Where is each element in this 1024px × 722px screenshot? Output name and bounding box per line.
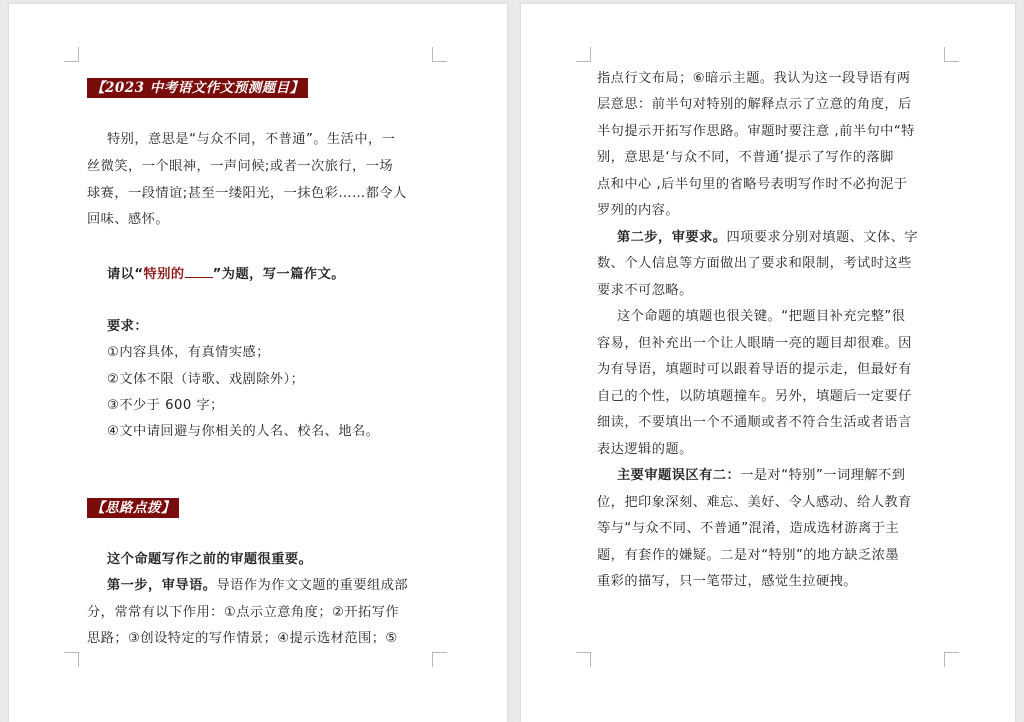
requirement-item: ②文体不限（诗歌、戏剧除外）； [107, 372, 305, 387]
intro-line: 丝微笑，一个眼神，一声问候;或者一次旅行，一场 [87, 159, 394, 174]
page-corner-mark [64, 47, 79, 62]
page-corner-mark [432, 652, 447, 667]
body-line: 别，意思是‘与众不同，不普通’提示了写作的落脚 [597, 150, 894, 165]
intro-line: 球赛，一段情谊;甚至一缕阳光，一抹色彩……都令人 [87, 186, 407, 201]
errors-line: 重彩的描写，只一笔带过，感觉生拉硬拽。 [597, 574, 858, 589]
requirement-item: ④文中请回避与你相关的人名、校名、地名。 [107, 424, 380, 439]
document-page-right [521, 4, 1015, 722]
body-line: 点和中心 ,后半句里的省略号表明写作时不必拘泥于 [597, 177, 908, 192]
exam-title-banner: 【2023 中考语文作文预测题目】 [87, 78, 308, 98]
page-corner-mark [944, 652, 959, 667]
errors-label: 主要审题误区有二： [617, 468, 741, 483]
body-line: 这个命题的填题也很关键。“把题目补充完整”很 [617, 309, 906, 324]
step1-line: 分，常常有以下作用：①点示立意角度；②开拓写作 [87, 605, 400, 620]
page-corner-mark [576, 47, 591, 62]
body-line: 细读，不要填出一个不通顺或者不符合生活或者语言 [597, 415, 912, 430]
essay-prompt: 请以“特别的 ”为题，写一篇作文。 [107, 267, 345, 282]
tips-banner: 【思路点拨】 [87, 498, 179, 518]
body-line: 表达逻辑的题。 [597, 442, 693, 457]
step1-line: 第一步，审导语。导语作为作文文题的重要组成部 [107, 578, 409, 593]
step1-label: 第一步，审导语。 [107, 578, 217, 593]
requirement-item: ③不少于 600 字； [107, 398, 224, 413]
errors-line: 主要审题误区有二：一是对“特别”一词理解不到 [617, 468, 906, 483]
tips-heading: 这个命题写作之前的审题很重要。 [107, 552, 313, 567]
step2-line: 要求不可忽略。 [597, 283, 693, 298]
step2-line: 数、个人信息等方面做出了要求和限制，考试时这些 [597, 256, 912, 271]
errors-line: 位，把印象深刻、难忘、美好、令人感动、给人教育 [597, 495, 912, 510]
document-page-left [9, 4, 507, 722]
page-corner-mark [432, 47, 447, 62]
step1-line: 思路；③创设特定的写作情景；④提示选材范围；⑤ [87, 631, 398, 646]
body-line: 自己的个性，以防填题撞车。另外，填题后一定要仔 [597, 389, 912, 404]
step2-line: 第二步，审要求。四项要求分别对填题、文体、字 [617, 230, 919, 245]
requirements-heading: 要求： [107, 319, 149, 334]
body-line: 容易，但补充出一个让人眼睛一亮的题目却很难。因 [597, 336, 912, 351]
body-line: 半句提示开拓写作思路。审题时要注意 ,前半句中“特 [597, 124, 915, 139]
page-corner-mark [64, 652, 79, 667]
step2-label: 第二步，审要求。 [617, 230, 727, 245]
intro-line: 回味、感怀。 [87, 212, 170, 227]
errors-line: 题，有套作的嫌疑。二是对“特别”的地方缺乏浓墨 [597, 548, 900, 563]
page-corner-mark [944, 47, 959, 62]
requirement-item: ①内容具体，有真情实感； [107, 345, 270, 360]
body-line: 罗列的内容。 [597, 203, 680, 218]
prompt-highlight: 特别的 [143, 267, 185, 282]
body-line: 为有导语，填题时可以跟着导语的提示走，但最好有 [597, 362, 912, 377]
intro-line: 特别，意思是“与众不同，不普通”。生活中，一 [107, 132, 396, 147]
fill-in-blank [185, 265, 213, 278]
body-line: 指点行文布局；⑥暗示主题。我认为这一段导语有两 [597, 71, 911, 86]
page-corner-mark [576, 652, 591, 667]
errors-line: 等与“与众不同、不普通”混淆，造成选材游离于主 [597, 521, 900, 536]
body-line: 层意思：前半句对特别的解释点示了立意的角度，后 [597, 97, 912, 112]
